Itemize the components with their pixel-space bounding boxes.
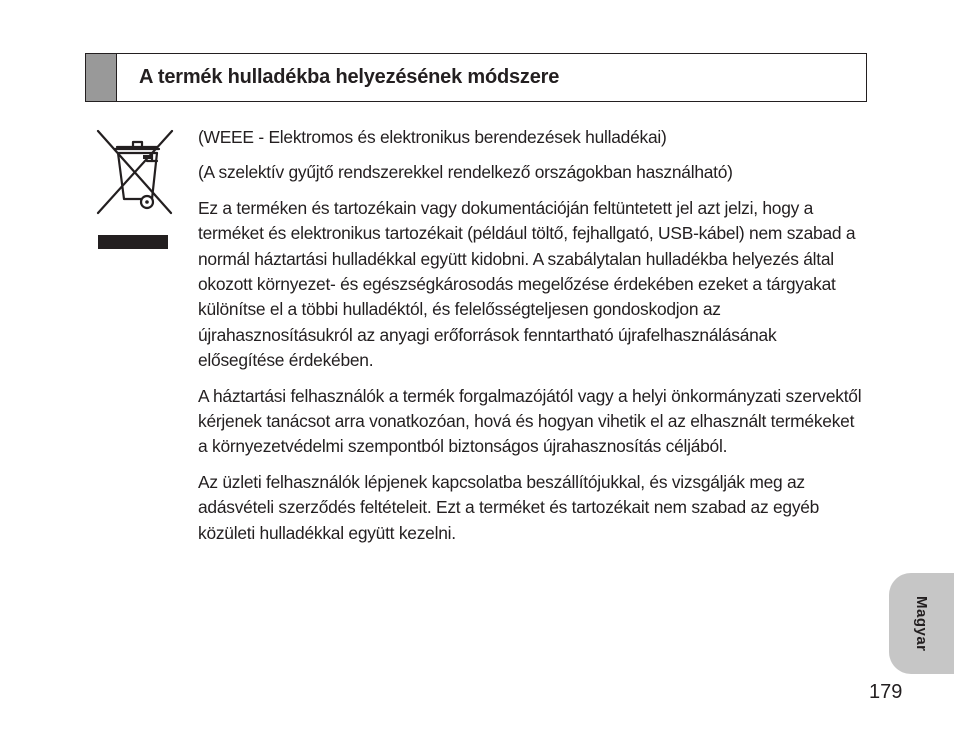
section-title: A termék hulladékba helyezésének módszere xyxy=(139,66,560,88)
weee-separate-collection-bar xyxy=(98,235,168,249)
section-header xyxy=(85,53,867,102)
paragraph-applicability: (A szelektív gyűjtő rendszerekkel rendelkező országokban használható) xyxy=(198,162,733,183)
paragraph-weee: (WEEE - Elektromos és elektronikus berendezések hulladékai) xyxy=(198,127,667,147)
section-header-tab xyxy=(86,54,117,101)
paragraph-marking: Ez a terméken és tartozékain vagy dokumentációján feltüntetett jel azt jelzi, hogy a terméket és elektronikus tartozékait (például töltő, fejhallgató, USB-kábel) nem szabad a normál háztartási hulladékkal együtt kidobni. A szabálytalan hulladékba helyezés által okozott környezet- és egészségkárosodás megelőzése érdekében ezeket a tárgyakat különítse el a többi hulladéktól, és felelősségteljesen gondoskodjon az újrahasznosításukról az anyagi erőforrások fenntartható újrafelhasználásának elősegítése érdekében. xyxy=(198,197,856,371)
paragraph-business-users: Az üzleti felhasználók lépjenek kapcsolatba beszállítójukkal, és vizsgálják meg az adásvételi szerződés feltételeit. Ezt a terméket és tartozékait nem szabad az egyéb közületi hulladékkal együtt kezelni. xyxy=(198,471,820,543)
language-side-tab xyxy=(889,573,954,674)
crossed-out-wheelie-bin-icon xyxy=(95,127,175,219)
language-label: Magyar xyxy=(913,595,930,652)
content-body xyxy=(198,125,863,556)
page-number: 179 xyxy=(869,681,903,703)
paragraph-household-users: A háztartási felhasználók a termék forgalmazójától vagy a helyi önkormányzati szervektől kérjenek tanácsot arra vonatkozóan, hová és hogyan vihetik el az elhasznált termékeket a környezetvédelmi szempontból biztonságos újrahasznosítás céljából. xyxy=(198,385,862,457)
